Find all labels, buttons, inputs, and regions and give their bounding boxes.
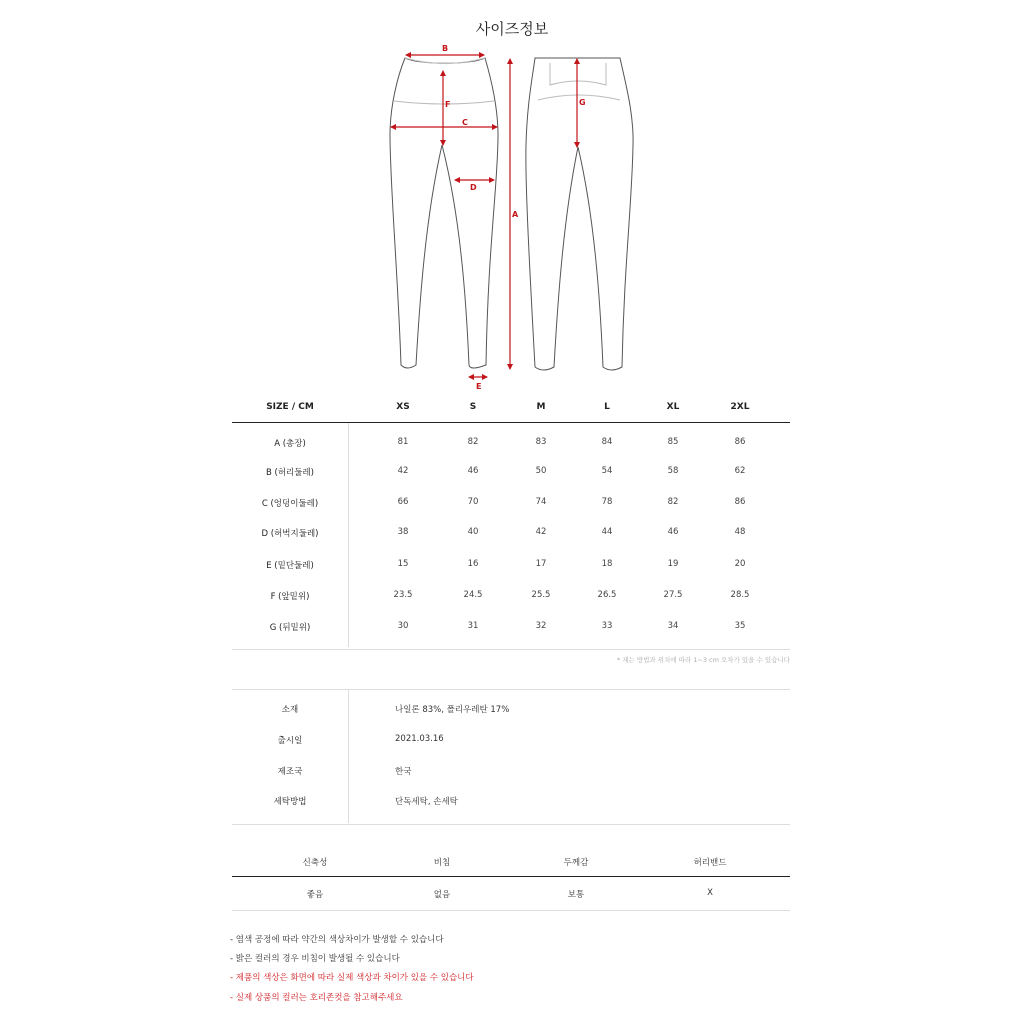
info-value: 한국 xyxy=(395,767,412,777)
label-c: C xyxy=(462,118,468,127)
size-row xyxy=(232,559,790,579)
label-a: A xyxy=(512,210,519,219)
info-key: 제조국 xyxy=(277,767,303,777)
info-key: 소재 xyxy=(281,705,299,715)
label-g: G xyxy=(579,98,586,107)
measurement-note: * 재는 방법과 위치에 따라 1~3 cm 오차가 있을 수 있습니다 xyxy=(616,656,790,664)
size-value-cell: 48 xyxy=(734,527,746,537)
label-e: E xyxy=(476,382,482,391)
info-row xyxy=(232,765,790,785)
size-value-cell: 38 xyxy=(397,527,409,537)
notice-item-red: - 제품의 색상은 화면에 따라 실제 색상과 차이가 있을 수 있습니다 xyxy=(230,973,474,984)
info-row xyxy=(232,734,790,754)
notice-item: - 염색 공정에 따라 약간의 색상차이가 발생할 수 있습니다 xyxy=(230,935,444,945)
size-value-cell: 35 xyxy=(734,621,746,631)
size-value-cell: 34 xyxy=(667,621,679,631)
size-value-cell: 32 xyxy=(535,621,547,631)
header-2xl: 2XL xyxy=(730,402,750,412)
size-value-cell: 42 xyxy=(397,466,409,476)
size-value-cell: 78 xyxy=(601,497,613,507)
fit-value-cell: X xyxy=(707,888,713,898)
notice-item: - 밝은 컬러의 경우 비침이 발생될 수 있습니다 xyxy=(230,954,400,965)
size-value-cell: 46 xyxy=(467,466,479,476)
size-value-cell: 44 xyxy=(601,527,613,537)
info-value: 나일론 83%, 폴리우레탄 17% xyxy=(395,705,510,715)
size-value-cell: 26.5 xyxy=(597,590,617,600)
fit-table-body xyxy=(232,877,790,911)
size-row-label: C (엉덩이둘레) xyxy=(261,499,319,509)
size-value-cell: 82 xyxy=(667,497,679,507)
size-row-label: D (허벅지둘레) xyxy=(261,529,319,539)
size-value-cell: 85 xyxy=(667,437,679,447)
notice-list xyxy=(230,931,790,1008)
size-value-cell: 19 xyxy=(667,559,679,569)
size-value-cell: 18 xyxy=(601,559,613,569)
size-value-cell: 58 xyxy=(667,466,679,476)
size-value-cell: 46 xyxy=(667,527,679,537)
leggings-measurement-diagram xyxy=(370,45,650,395)
size-value-cell: 24.5 xyxy=(463,590,483,600)
size-table-body xyxy=(232,423,790,650)
size-value-cell: 83 xyxy=(535,437,547,447)
size-row-label: G (뒤밑위) xyxy=(269,623,311,633)
size-row xyxy=(232,621,790,641)
fit-value-cell: 좋음 xyxy=(306,890,324,900)
header-s: S xyxy=(469,402,477,412)
info-key: 세탁방법 xyxy=(273,797,307,807)
size-value-cell: 70 xyxy=(467,497,479,507)
fit-table-header xyxy=(232,850,790,877)
info-value: 2021.03.16 xyxy=(395,734,444,744)
info-value: 단독세탁, 손세탁 xyxy=(395,797,458,807)
size-value-cell: 31 xyxy=(467,621,479,631)
size-value-cell: 81 xyxy=(397,437,409,447)
size-value-cell: 74 xyxy=(535,497,547,507)
size-value-cell: 84 xyxy=(601,437,613,447)
info-key: 출시일 xyxy=(277,736,303,746)
size-table-header xyxy=(232,398,790,423)
size-value-cell: 25.5 xyxy=(531,590,551,600)
header-size-cm: SIZE / CM xyxy=(266,402,314,412)
size-row xyxy=(232,466,790,486)
size-row xyxy=(232,497,790,517)
size-value-cell: 62 xyxy=(734,466,746,476)
size-value-cell: 27.5 xyxy=(663,590,683,600)
info-row xyxy=(232,795,790,815)
size-value-cell: 33 xyxy=(601,621,613,631)
info-row xyxy=(232,703,790,723)
notice-item-red: - 실제 상품의 컬러는 호리존컷을 참고해주세요 xyxy=(230,992,403,1003)
fit-header-cell: 허리밴드 xyxy=(693,858,727,868)
size-value-cell: 15 xyxy=(397,559,409,569)
header-l: L xyxy=(604,402,610,412)
size-value-cell: 16 xyxy=(467,559,479,569)
fit-header-cell: 비침 xyxy=(433,858,451,868)
size-value-cell: 50 xyxy=(535,466,547,476)
fit-value-cell: 보통 xyxy=(567,890,585,900)
size-row-label: A (총장) xyxy=(274,439,306,449)
size-value-cell: 82 xyxy=(467,437,479,447)
size-value-cell: 66 xyxy=(397,497,409,507)
fit-header-cell: 신축성 xyxy=(302,858,328,868)
size-value-cell: 86 xyxy=(734,437,746,447)
size-row xyxy=(232,590,790,610)
size-row-label: B (허리둘레) xyxy=(265,468,314,478)
size-value-cell: 40 xyxy=(467,527,479,537)
label-b: B xyxy=(442,45,449,53)
size-value-cell: 42 xyxy=(535,527,547,537)
size-value-cell: 23.5 xyxy=(393,590,413,600)
product-info-table xyxy=(232,689,790,825)
size-row xyxy=(232,527,790,547)
size-row xyxy=(232,437,790,457)
header-xs: XS xyxy=(396,402,410,412)
header-m: M xyxy=(536,402,546,412)
fit-header-cell: 두께감 xyxy=(563,858,589,868)
size-row-label: F (앞밑위) xyxy=(270,592,310,602)
header-xl: XL xyxy=(666,402,680,412)
size-value-cell: 17 xyxy=(535,559,547,569)
size-value-cell: 20 xyxy=(734,559,746,569)
label-f: F xyxy=(445,100,451,109)
page-title: 사이즈정보 xyxy=(475,20,549,38)
size-row-label: E (밑단둘레) xyxy=(266,561,314,571)
size-value-cell: 86 xyxy=(734,497,746,507)
fit-value-cell: 없음 xyxy=(433,890,451,900)
front-view-outline xyxy=(390,58,498,368)
label-d: D xyxy=(470,183,477,192)
size-value-cell: 30 xyxy=(397,621,409,631)
size-value-cell: 54 xyxy=(601,466,613,476)
size-value-cell: 28.5 xyxy=(730,590,750,600)
